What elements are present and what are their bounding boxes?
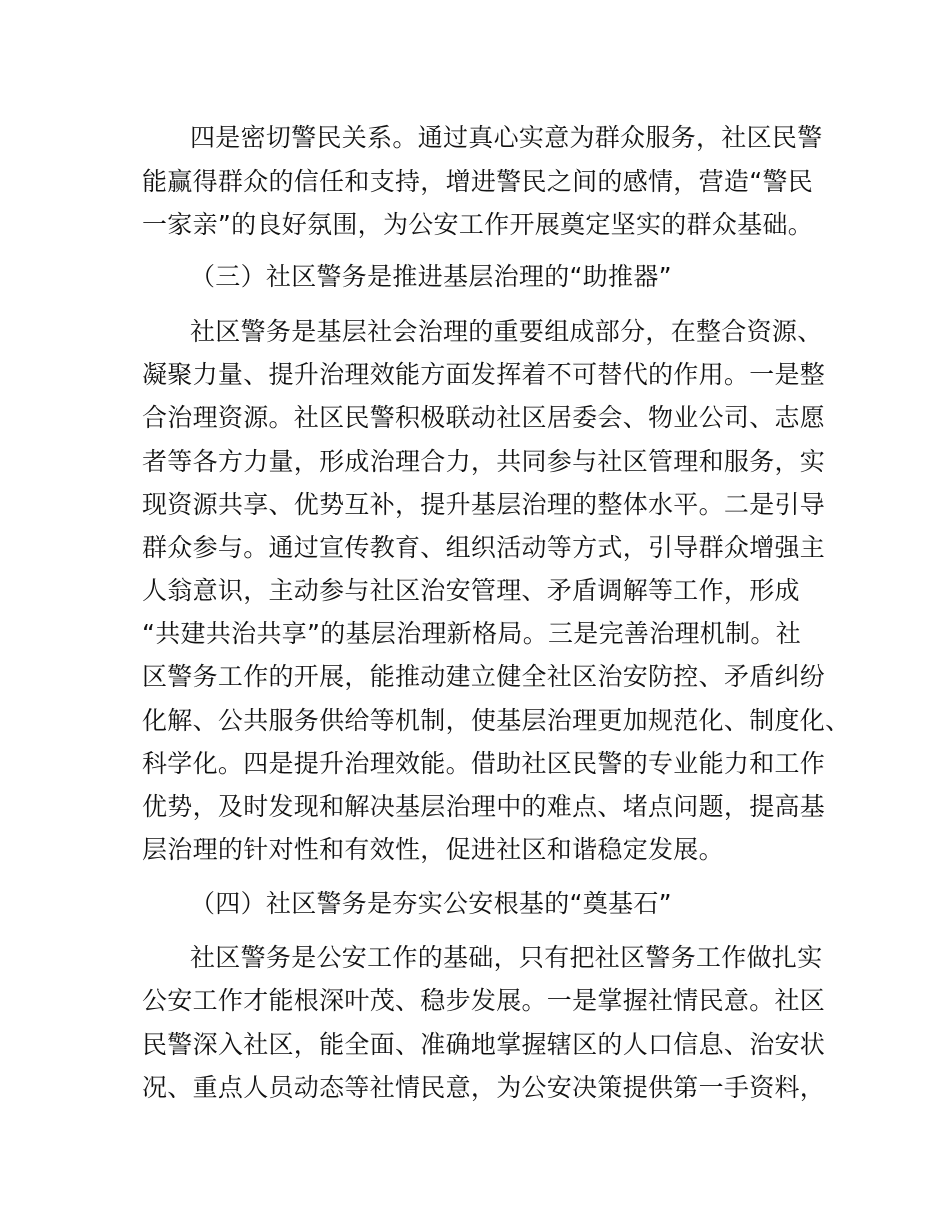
paragraph-line: 民警深入社区，能全面、准确地掌握辖区的人口信息、治安状 xyxy=(142,1030,826,1059)
paragraph-line: 公安工作才能根深叶茂、稳步发展。一是掌握社情民意。社区 xyxy=(142,986,826,1015)
paragraph-line: “共建共治共享”的基层治理新格局。三是完善治理机制。社 xyxy=(142,619,802,648)
paragraph-line: 区警务工作的开展，能推动建立健全社区治安防控、矛盾纠纷 xyxy=(142,662,826,691)
paragraph-line: 人翁意识，主动参与社区治安管理、矛盾调解等工作，形成 xyxy=(142,576,800,605)
section-heading: （四）社区警务是夯实公安根基的“奠基石” xyxy=(190,889,672,918)
paragraph-line: 层治理的针对性和有效性，促进社区和谐稳定发展。 xyxy=(142,835,724,864)
paragraph-line: 合治理资源。社区民警积极联动社区居委会、物业公司、志愿 xyxy=(142,403,826,432)
paragraph-line: 四是密切警民关系。通过真心实意为群众服务，社区民警 xyxy=(190,123,823,152)
paragraph-line: 者等各方力量，形成治理合力，共同参与社区管理和服务，实 xyxy=(142,447,826,476)
paragraph-line: 一家亲”的良好氛围，为公安工作开展奠定坚实的群众基础。 xyxy=(142,210,814,239)
paragraph-line: 群众参与。通过宣传教育、组织活动等方式，引导群众增强主 xyxy=(142,533,826,562)
paragraph-line: 社区警务是公安工作的基础，只有把社区警务工作做扎实 xyxy=(190,943,823,972)
paragraph-line: 况、重点人员动态等社情民意，为公安决策提供第一手资料， xyxy=(142,1073,826,1102)
paragraph-line: 科学化。四是提升治理效能。借助社区民警的专业能力和工作 xyxy=(142,749,826,778)
paragraph-line: 社区警务是基层社会治理的重要组成部分，在整合资源、 xyxy=(190,317,823,346)
section-heading: （三）社区警务是推进基层治理的“助推器” xyxy=(190,262,672,291)
paragraph-line: 现资源共享、优势互补，提升基层治理的整体水平。二是引导 xyxy=(142,490,826,519)
paragraph-line: 能赢得群众的信任和支持，增进警民之间的感情，营造“警民 xyxy=(142,167,814,196)
paragraph-line: 凝聚力量、提升治理效能方面发挥着不可替代的作用。一是整 xyxy=(142,360,826,389)
paragraph-line: 优势，及时发现和解决基层治理中的难点、堵点问题，提高基 xyxy=(142,792,826,821)
paragraph-line: 化解、公共服务供给等机制，使基层治理更加规范化、制度化、 xyxy=(142,706,851,735)
